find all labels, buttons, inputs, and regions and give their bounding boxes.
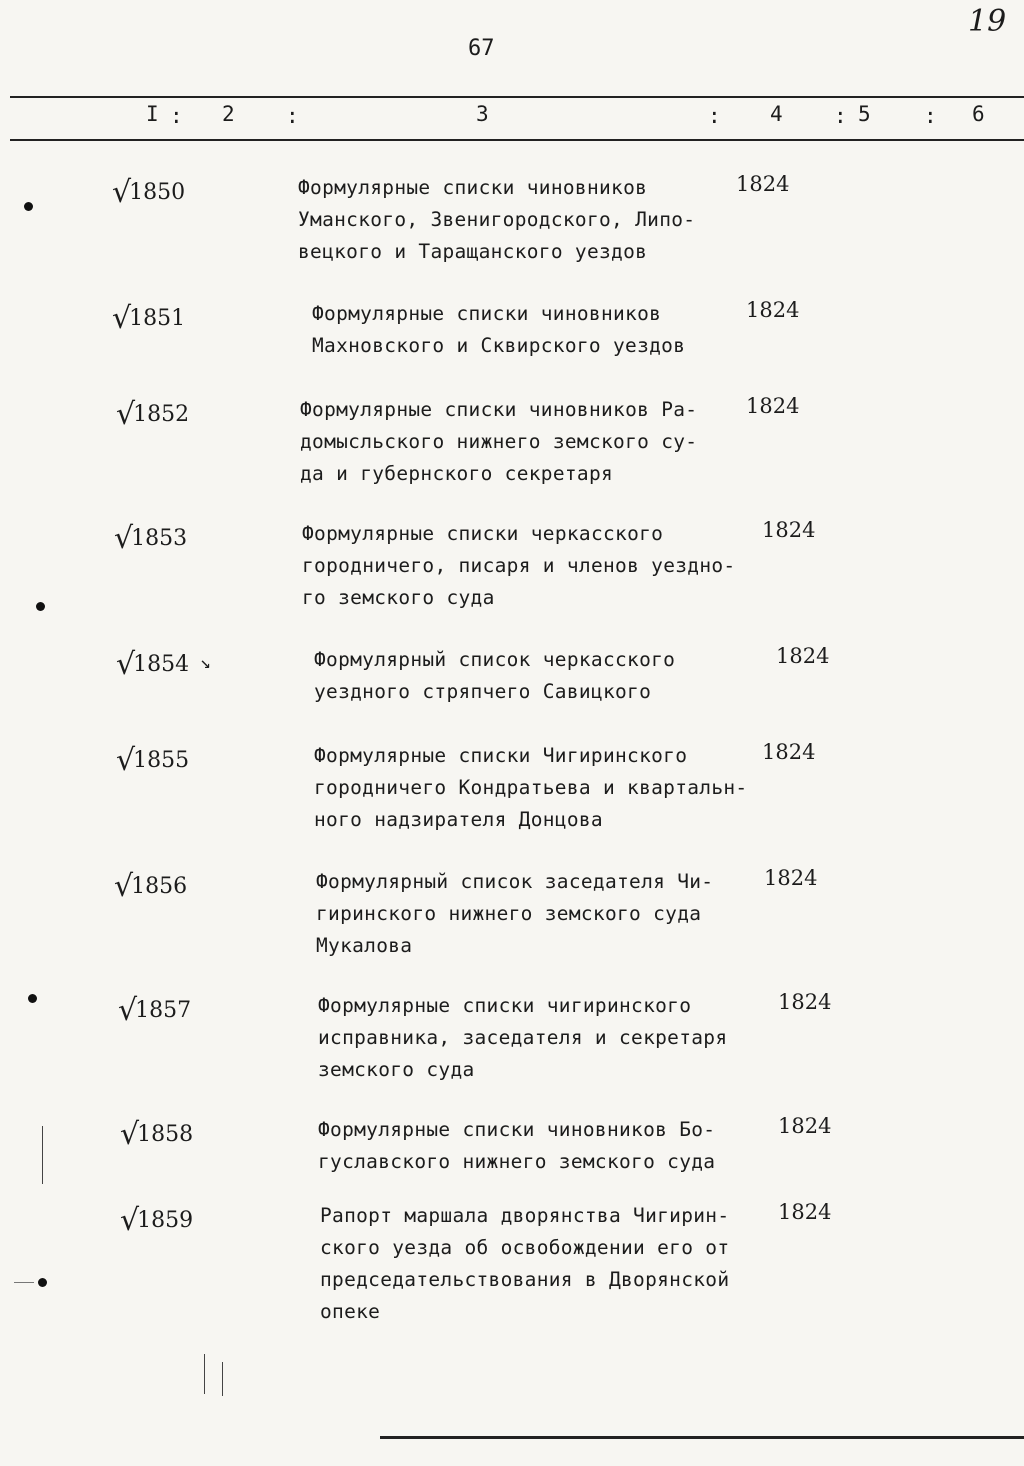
header-col-6: 6 (972, 102, 985, 126)
header-separator: : (924, 104, 937, 128)
punch-hole-icon (36, 602, 45, 611)
item-description: Формулярные списки чиновников Бо- гуславского нижнего земского суда (318, 1118, 716, 1173)
header-separator: : (286, 104, 299, 128)
margin-tick (222, 1362, 223, 1396)
item-description: Формулярный список черкасского уездного стряпчего Савицкого (314, 648, 676, 703)
check-mark-icon: √ (116, 743, 136, 778)
header-col-3: 3 (476, 102, 489, 126)
item-year: 1824 (778, 990, 832, 1014)
item-number: √1858 (120, 1117, 194, 1152)
item-number: √1851 (112, 301, 186, 336)
item-number: √1857 (118, 993, 192, 1028)
item-number: √1855 (116, 743, 190, 778)
punch-hole-icon (28, 994, 37, 1003)
item-year: 1824 (736, 172, 790, 196)
item-year: 1824 (762, 740, 816, 764)
item-description: Формулярные списки Чигиринского городничего Кондратьева и квартальн- ного надзирателя Донцова (314, 744, 748, 831)
check-mark-icon: √ (112, 301, 132, 336)
check-mark-icon: √ (116, 647, 136, 682)
item-description: Рапорт маршала дворянства Чигирин- ского уезда об освобождении его от председательствования в Дворянской опеке (320, 1204, 730, 1323)
item-year: 1824 (762, 518, 816, 542)
header-separator: : (708, 104, 721, 128)
header-col-4: 4 (770, 102, 783, 126)
item-description: Формулярные списки чигиринского исправника, заседателя и секретаря земского суда (318, 994, 728, 1081)
punch-hole-icon (38, 1278, 47, 1287)
item-description: Формулярные списки чиновников Махновского и Сквирского уездов (312, 302, 686, 357)
margin-dash (14, 1282, 34, 1283)
page-number: 67 (468, 36, 495, 61)
archive-sheet-number: 19 (968, 4, 1007, 39)
header-bottom-rule (10, 139, 1024, 141)
item-year: 1824 (776, 644, 830, 668)
item-number: √1856 (114, 869, 188, 904)
bottom-edge-rule (380, 1436, 1024, 1439)
header-separator: : (834, 104, 847, 128)
header-top-rule (10, 96, 1024, 98)
item-number: √1850 (112, 175, 186, 210)
header-col-1: I (146, 102, 159, 126)
check-mark-icon: √ (120, 1203, 140, 1238)
item-year: 1824 (778, 1200, 832, 1224)
item-number: √1854 (116, 647, 190, 682)
item-description: Формулярный список заседателя Чи- гиринского нижнего земского суда Мукалова (316, 870, 714, 957)
check-mark-icon: √ (120, 1117, 140, 1152)
item-number: √1852 (116, 397, 190, 432)
check-mark-icon: √ (114, 521, 134, 556)
item-description: Формулярные списки чиновников Уманского, Звенигородского, Липо- вецкого и Таращанского уездов (298, 176, 696, 263)
margin-tick (42, 1126, 43, 1184)
item-year: 1824 (746, 298, 800, 322)
item-description: Формулярные списки черкасского городничего, писаря и членов уездно- го земского суда (302, 522, 736, 609)
item-number: √1853 (114, 521, 188, 556)
item-year: 1824 (764, 866, 818, 890)
header-col-2: 2 (222, 102, 235, 126)
check-mark-icon: √ (116, 397, 136, 432)
margin-tick (204, 1354, 205, 1394)
check-mark-icon: √ (114, 869, 134, 904)
item-year: 1824 (778, 1114, 832, 1138)
punch-hole-icon (24, 202, 33, 211)
header-col-5: 5 (858, 102, 871, 126)
item-description: Формулярные списки чиновников Ра- домысльского нижнего земского су- да и губернского секретаря (300, 398, 698, 485)
check-mark-icon: √ (112, 175, 132, 210)
check-mark-icon: √ (118, 993, 138, 1028)
item-number: √1859 (120, 1203, 194, 1238)
item-year: 1824 (746, 394, 800, 418)
pencil-mark-icon: ↘ (200, 652, 211, 673)
header-separator: : (170, 104, 183, 128)
